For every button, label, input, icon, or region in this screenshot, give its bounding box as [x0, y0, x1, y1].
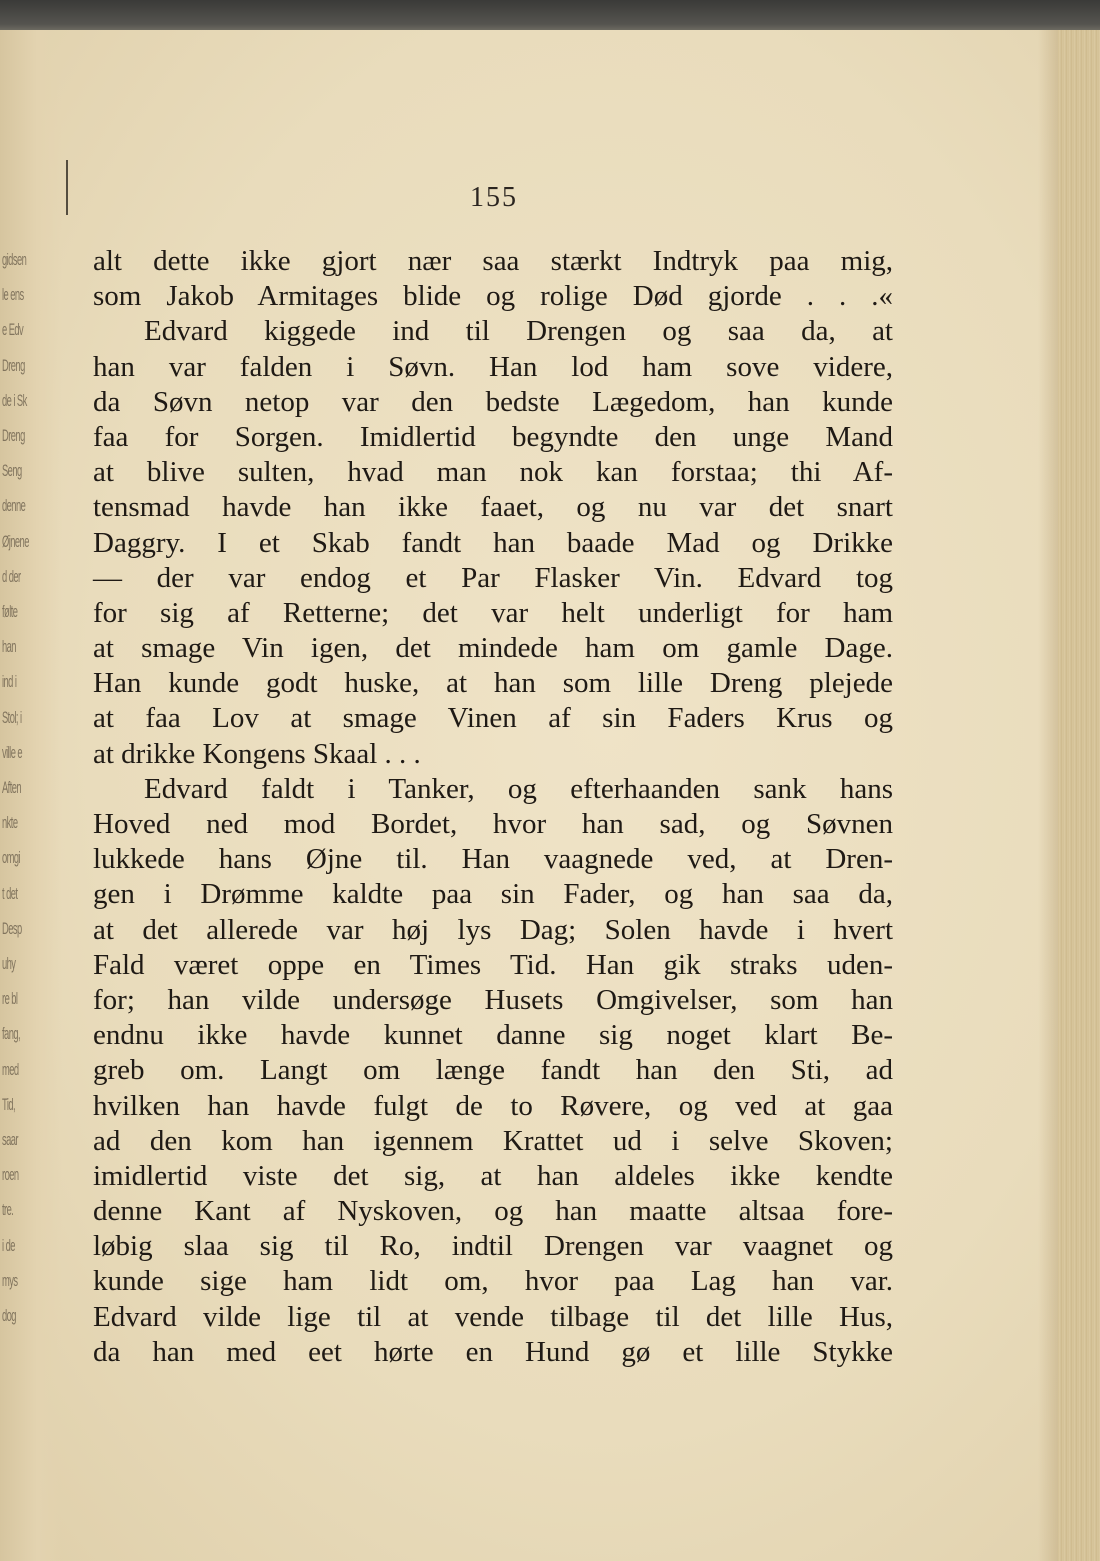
text-line: da han med eet hørte en Hund gø et lille Stykke — [93, 1335, 893, 1368]
previous-page-text-fragment: i de — [2, 1235, 15, 1255]
body-text — [93, 244, 893, 1370]
text-line: han var falden i Søvn. Han lod ham sove videre, — [93, 350, 893, 383]
text-line: løbig slaa sig til Ro, indtil Drengen var vaagnet og — [93, 1230, 893, 1263]
previous-page-text-fragment: ind i — [2, 672, 17, 692]
previous-page-text-fragment: Dreng — [2, 426, 25, 445]
previous-page-text-fragment: ville e — [2, 742, 23, 762]
previous-page-text-fragment: dog — [2, 1306, 16, 1325]
previous-page-text-fragment: fang, — [2, 1024, 21, 1044]
text-line: gen i Drømme kaldte paa sin Fader, og han saa da, — [93, 878, 893, 911]
text-line: Han kunde godt huske, at han som lille Dreng plejede — [93, 667, 893, 700]
previous-page-text-fragment: de i Sk — [2, 390, 27, 410]
text-line: da Søvn netop var den bedste Lægedom, han kunde — [93, 385, 893, 418]
previous-page-text-fragment: Tid, — [2, 1094, 16, 1114]
previous-page-text-fragment: denne — [2, 496, 26, 516]
previous-page-text-fragment: følte — [2, 602, 18, 621]
page-block-shadow — [1038, 30, 1058, 1561]
text-line: denne Kant af Nyskoven, og han maatte altsaa fore- — [93, 1195, 893, 1228]
text-line: som Jakob Armitages blide og rolige Død gjorde . . .« — [93, 280, 893, 313]
text-line: lukkede hans Øjne til. Han vaagnede ved, at Dren- — [93, 843, 893, 876]
previous-page-text-fragment: Dreng — [2, 355, 25, 375]
text-line: at smage Vin igen, det mindede ham om gamle Dage. — [93, 632, 893, 665]
previous-page-text-fragment: le ens — [2, 285, 24, 305]
text-line: greb om. Langt om længe fandt han den Sti, ad — [93, 1054, 893, 1087]
previous-page-text-fragment: gidsen — [2, 250, 27, 269]
previous-page-text-fragment: d der — [2, 566, 21, 586]
text-line: at blive sulten, hvad man nok kan forstaa; thi Af- — [93, 456, 893, 489]
previous-page-text-fragment: tre. — [2, 1200, 14, 1220]
text-line: Hoved ned mod Bordet, hvor han sad, og Søvnen — [93, 808, 893, 840]
previous-page-text-fragment: han — [2, 637, 16, 657]
text-line: at drikke Kongens Skaal . . . — [93, 737, 421, 770]
text-line: at det allerede var høj lys Dag; Solen havde i hvert — [93, 913, 893, 946]
previous-page-text-fragment: t det — [2, 883, 18, 903]
page-stack-edge — [1058, 30, 1100, 1561]
text-line: ad den kom han igennem Krattet ud i selve Skoven; — [93, 1124, 893, 1157]
previous-page-text-fragment: Desp — [2, 918, 22, 938]
text-line: hvilken han havde fulgt de to Røvere, og ved at gaa — [93, 1089, 893, 1122]
text-line: imidlertid viste det sig, at han aldeles ikke kendte — [93, 1159, 893, 1192]
previous-page-edge — [0, 30, 62, 1561]
previous-page-text-fragment: uhy — [2, 954, 16, 973]
previous-page-text-fragment: med — [2, 1059, 19, 1079]
text-line: — der var endog et Par Flasker Vin. Edvard tog — [93, 561, 893, 594]
text-line: tensmad havde han ikke faaet, og nu var det snart — [93, 491, 893, 524]
text-line: Daggry. I et Skab fandt han baade Mad og Drikke — [93, 526, 893, 559]
previous-page-text-fragment: roen — [2, 1165, 19, 1185]
text-line: Edvard faldt i Tanker, og efterhaanden sank hans — [144, 772, 893, 805]
text-line: faa for Sorgen. Imidlertid begyndte den unge Mand — [93, 420, 893, 453]
previous-page-text-fragment: re bl — [2, 989, 18, 1009]
previous-page-text-fragment: Øjnene — [2, 531, 29, 551]
previous-page-text-fragment: Aften — [2, 778, 22, 797]
previous-page-text-fragment: mys — [2, 1270, 18, 1290]
text-line: kunde sige ham lidt om, hvor paa Lag han var. — [93, 1265, 893, 1298]
previous-page-text-fragment: omgi — [2, 848, 21, 868]
text-line: Edvard vilde lige til at vende tilbage til det lille Hus, — [93, 1300, 893, 1333]
page-number: 155 — [470, 182, 518, 213]
text-line: for sig af Retterne; det var helt underligt for ham — [93, 596, 893, 629]
text-line: alt dette ikke gjort nær saa stærkt Indtryk paa mig, — [93, 245, 893, 277]
text-line: for; han vilde undersøge Husets Omgivelser, som han — [93, 983, 893, 1016]
previous-page-text-fragment: Seng — [2, 461, 22, 481]
previous-page-text-fragment: nkte — [2, 813, 18, 833]
text-line: endnu ikke havde kunnet danne sig noget klart Be- — [93, 1019, 893, 1052]
text-line: Fald været oppe en Times Tid. Han gik straks uden- — [93, 948, 893, 981]
text-line: at faa Lov at smage Vinen af sin Faders Krus og — [93, 702, 893, 735]
gutter-mark — [66, 160, 68, 215]
previous-page-text-fragment: Stol; i — [2, 707, 22, 727]
previous-page-text-fragment: e Edv — [2, 320, 24, 340]
previous-page-text-fragment: saar — [2, 1130, 18, 1149]
text-line: Edvard kiggede ind til Drengen og saa da, at — [144, 315, 893, 348]
